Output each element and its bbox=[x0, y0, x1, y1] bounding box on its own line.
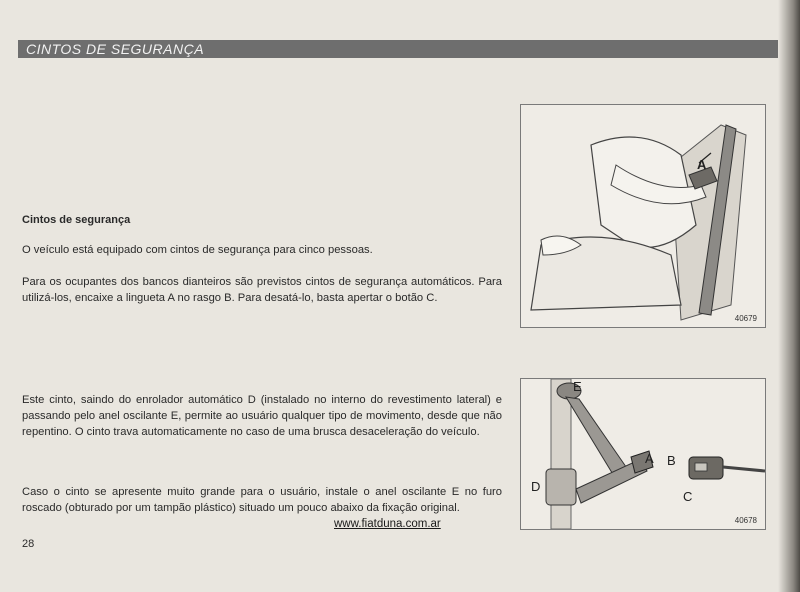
website-link[interactable]: www.fiatduna.com.ar bbox=[334, 518, 441, 530]
label-b: B bbox=[667, 453, 676, 468]
page-title: CINTOS DE SEGURANÇA bbox=[26, 41, 205, 57]
figure-number: 40678 bbox=[734, 516, 757, 525]
seated-occupant-illustration bbox=[521, 105, 765, 327]
figure-belt-components bbox=[520, 378, 766, 530]
paragraph-usage: Para os ocupantes dos bancos dianteiros são previstos cintos de segurança automáticos. Para utilizá-los, encaixe a lingueta A no rasgo B. Para desatá-lo, basta apertar o botão C. bbox=[22, 276, 502, 304]
section-title: Cintos de segurança bbox=[22, 214, 131, 226]
paragraph-adjustment: Caso o cinto se apresente muito grande para o usuário, instale o anel oscilante E no furo roscado (obturado por um tampão plástico) situado um pouco abaixo da fixação original. bbox=[22, 486, 502, 514]
paragraph-retractor: Este cinto, saindo do enrolador automático D (instalado no interno do revestimento lateral) e passando pelo anel oscilante E, permite ao usuário qualquer tipo de movimento, desde que não repentino. O cinto trava automaticamente no caso de uma brusca desaceleração do veículo. bbox=[22, 394, 502, 438]
header-bar bbox=[18, 40, 778, 58]
paragraph-intro: O veículo está equipado com cintos de segurança para cinco pessoas. bbox=[22, 244, 373, 256]
label-e: E bbox=[573, 379, 582, 394]
belt-components-illustration bbox=[521, 379, 765, 529]
figure-number: 40679 bbox=[734, 314, 757, 323]
label-c: C bbox=[683, 489, 693, 504]
label-a: A bbox=[645, 451, 654, 466]
page-number: 28 bbox=[22, 538, 35, 550]
book-spine-shadow bbox=[778, 0, 800, 592]
label-a: A bbox=[697, 157, 707, 172]
figure-seated-occupant bbox=[520, 104, 766, 328]
label-d: D bbox=[531, 479, 541, 494]
